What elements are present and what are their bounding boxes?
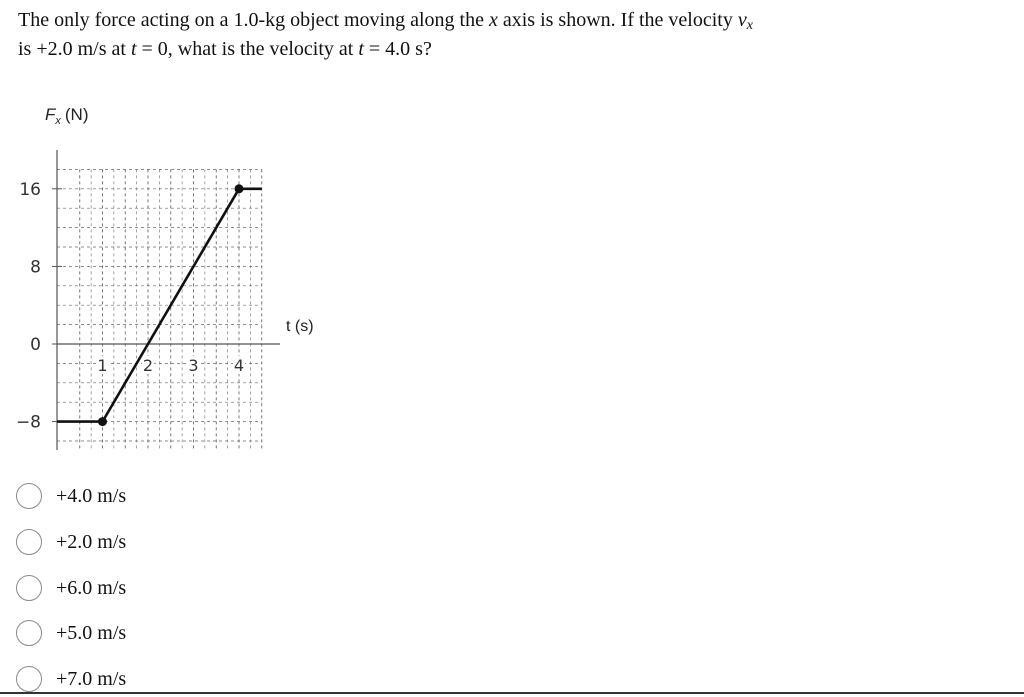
y-tick-label: −8 bbox=[15, 412, 41, 433]
var-v-subscript: x bbox=[746, 18, 753, 33]
choice-3[interactable] bbox=[16, 571, 126, 605]
choice-label: +2.0 m/s bbox=[56, 530, 127, 553]
choice-4[interactable] bbox=[16, 616, 126, 650]
radio-button[interactable] bbox=[16, 620, 42, 646]
bottom-divider bbox=[0, 692, 1024, 694]
choice-label: +7.0 m/s bbox=[56, 667, 127, 690]
question-part-4: = 0, what is the velocity at bbox=[136, 38, 359, 60]
y-axis-label bbox=[45, 105, 89, 127]
x-tick-label: 4 bbox=[233, 356, 245, 375]
chart-svg bbox=[0, 90, 340, 450]
force-time-chart bbox=[0, 90, 340, 450]
data-point-marker bbox=[98, 417, 107, 426]
chart-ticks bbox=[16, 180, 245, 433]
x-tick-label: 2 bbox=[142, 356, 154, 375]
chart-grid bbox=[57, 169, 262, 450]
choice-label: +6.0 m/s bbox=[56, 576, 127, 599]
x-tick-label: 3 bbox=[188, 356, 199, 375]
choice-5[interactable] bbox=[16, 662, 126, 696]
var-t-1: t bbox=[130, 38, 137, 60]
choice-2[interactable] bbox=[16, 525, 126, 559]
x-axis-label: t (s) bbox=[286, 318, 314, 335]
choice-label: +5.0 m/s bbox=[56, 621, 127, 644]
radio-button[interactable] bbox=[16, 575, 42, 601]
y-tick-label: 8 bbox=[30, 257, 41, 278]
chart-axes bbox=[57, 150, 280, 450]
radio-button[interactable] bbox=[16, 483, 42, 509]
var-x: x bbox=[488, 9, 498, 31]
y-tick-label: 16 bbox=[19, 179, 41, 200]
data-point-marker bbox=[235, 184, 244, 193]
choice-label: +4.0 m/s bbox=[56, 484, 127, 507]
question-part-3: is +2.0 m/s at bbox=[18, 38, 131, 60]
radio-button[interactable] bbox=[16, 529, 42, 555]
y-axis-label-unit: (N) bbox=[64, 105, 89, 124]
y-axis-label-main: F bbox=[45, 105, 56, 124]
question-text bbox=[18, 6, 1008, 64]
y-axis-label-sub: x bbox=[55, 115, 61, 127]
radio-button[interactable] bbox=[16, 666, 42, 692]
question-part-5: = 4.0 s? bbox=[363, 38, 432, 60]
var-t-2: t bbox=[358, 38, 364, 60]
question-part-1: The only force acting on a 1.0-kg object moving along the bbox=[18, 9, 489, 31]
var-v: v bbox=[737, 9, 747, 31]
y-tick-label: 0 bbox=[30, 335, 41, 355]
choice-1[interactable] bbox=[16, 479, 126, 513]
x-tick-label: 1 bbox=[97, 356, 108, 375]
question-part-2: axis is shown. If the velocity bbox=[497, 9, 738, 31]
